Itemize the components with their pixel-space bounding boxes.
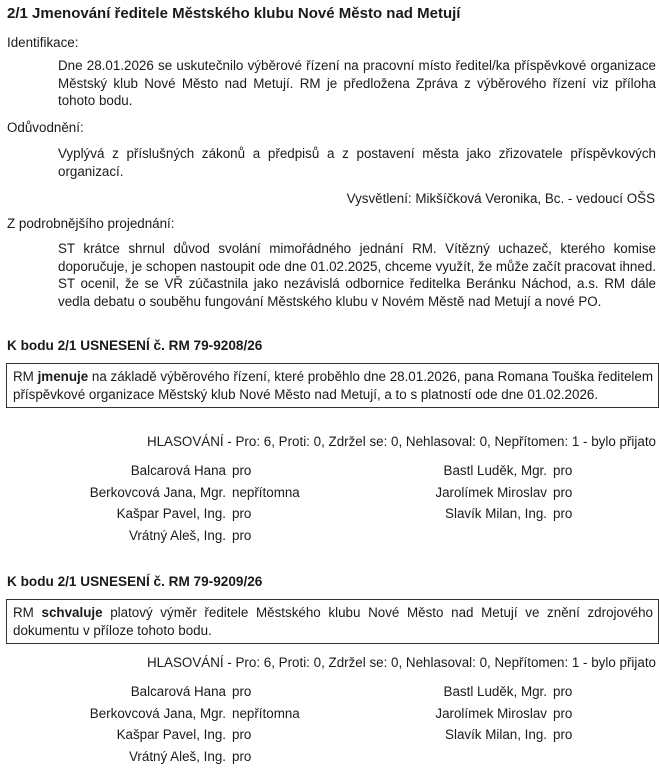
justification-label: Odůvodnění: [7,120,84,135]
vote-value: pro [553,684,573,699]
vote-row [6,503,300,525]
vote-row [386,724,572,746]
vote-row [6,681,300,703]
voter-name: Kašpar Pavel, Ing. [116,727,226,742]
vote-list-left [6,460,300,546]
resolution-text: na základě výběrového řízení, které proběhlo dne 28.01.2026, pana Romana Touška ředitelem příspěvkové organizace Městský klub Nové Město nad Metují, a to s platností ode dne 01.02.2026. [13,369,653,402]
vote-list-right [386,681,572,746]
vote-row [6,746,300,768]
resolution-box [6,599,659,644]
vote-value: pro [232,463,252,478]
vote-row [386,460,572,482]
vote-row [386,482,572,504]
vote-value: pro [232,727,252,742]
vote-value: pro [553,484,573,500]
vote-value: nepřítomna [232,705,300,721]
vote-row [6,525,300,547]
vote-row [6,482,300,504]
vote-value: pro [232,748,252,764]
agenda-item-title: 2/1 Jmenování ředitele Městského klubu Nové Město nad Metují [7,5,461,22]
identification-label: Identifikace: [7,35,79,50]
resolution-verb: schvaluje [41,605,103,620]
vote-value: pro [553,506,573,521]
vote-row [386,681,572,703]
resolution-heading: K bodu 2/1 USNESENÍ č. RM 79-9208/26 [7,338,263,353]
vote-row [386,703,572,725]
discussion-label: Z podrobnějšího projednání: [7,216,175,231]
justification-text: Vyplývá z příslušných zákonů a předpisů a z postavení města jako zřizovatele příspěvkových organizací. [58,146,656,179]
vote-row [386,503,572,525]
voter-name: Slavík Milan, Ing. [445,727,547,742]
resolution-box [6,363,659,408]
voter-name: Kašpar Pavel, Ing. [116,506,226,521]
voter-name: Balcarová Hana [130,684,226,699]
identification-text: Dne 28.01.2026 se uskutečnilo výběrové řízení na pracovní místo ředitel/ka příspěvkové organizace Městský klub Nové Město nad Metují. RM je předložena Zpráva z výběrového řízení viz příloha tohoto bodu. [58,58,656,108]
resolution-verb: jmenuje [37,369,89,384]
vote-summary: HLASOVÁNÍ - Pro: 6, Proti: 0, Zdržel se: 0, Nehlasoval: 0, Nepřítomen: 1 - bylo přijato [146,655,656,670]
voter-name: Jarolímek Miroslav [435,484,547,500]
vote-value: pro [232,684,252,699]
vote-value: pro [232,527,252,543]
resolution-text: platový výměr ředitele Městského klubu Nové Město nad Metují ve znění zdrojového dokumentu v příloze tohoto bodu. [13,605,653,638]
vote-list-right [386,460,572,525]
vote-value: pro [553,705,573,721]
voter-name: Berkovcová Jana, Mgr. [89,705,226,721]
voter-name: Vrátný Aleš, Ing. [128,527,226,543]
resolution-subject: RM [13,605,34,620]
explanation-author: Vysvětlení: Mikšíčková Veronika, Bc. - vedoucí OŠS [346,191,655,206]
vote-value: nepřítomna [232,484,300,500]
voter-name: Jarolímek Miroslav [435,705,547,721]
discussion-text: ST krátce shrnul důvod svolání mimořádného jednání RM. Vítězný uchazeč, kterého komise doporučuje, je schopen nastoupit ode dne 01.02.2025, chceme využít, že může začít pracovat ihned. ST ocenil, že se VŘ zúčastnila jako nezávislá odbornice ředitelka Beránku Náchod, a.s. RM dále vedla debatu o souběhu fungování Městského klubu v Novém Městě nad Metují a nové PO. [58,241,656,309]
voter-name: Berkovcová Jana, Mgr. [89,484,226,500]
voter-name: Balcarová Hana [130,463,226,478]
voter-name: Bastl Luděk, Mgr. [443,463,547,478]
vote-row [6,460,300,482]
vote-value: pro [553,727,573,742]
vote-summary: HLASOVÁNÍ - Pro: 6, Proti: 0, Zdržel se: 0, Nehlasoval: 0, Nepřítomen: 1 - bylo přijato [146,434,656,449]
vote-row [6,703,300,725]
vote-list-left [6,681,300,767]
resolution-heading: K bodu 2/1 USNESENÍ č. RM 79-9209/26 [7,574,263,589]
voter-name: Bastl Luděk, Mgr. [443,684,547,699]
vote-value: pro [232,506,252,521]
voter-name: Slavík Milan, Ing. [445,506,547,521]
resolution-subject: RM [13,369,34,384]
vote-row [6,724,300,746]
voter-name: Vrátný Aleš, Ing. [128,748,226,764]
vote-value: pro [553,463,573,478]
